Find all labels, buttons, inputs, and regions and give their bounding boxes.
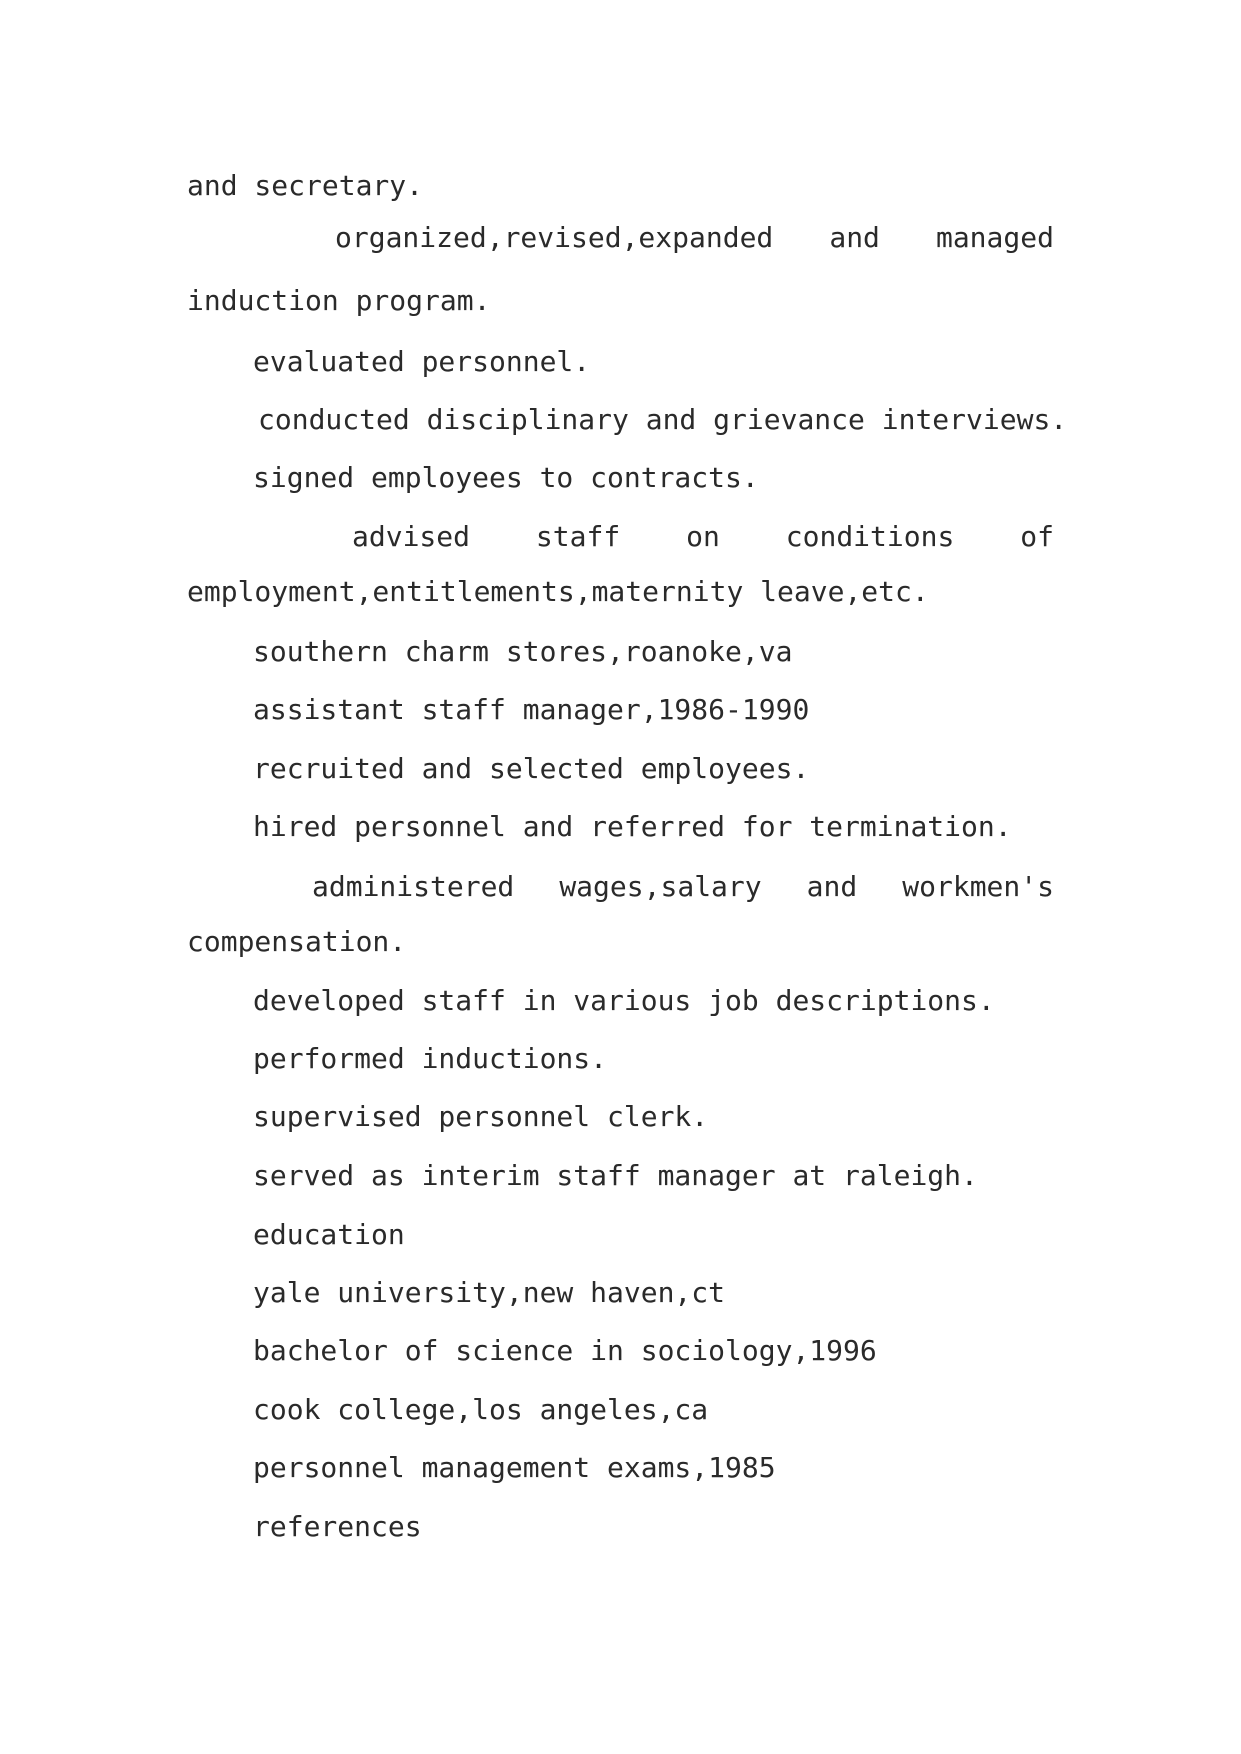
- section-heading: education: [253, 1218, 405, 1251]
- text-line: and secretary.: [187, 169, 424, 202]
- word: advised: [352, 520, 471, 553]
- text-line: cook college,los angeles,ca: [253, 1393, 709, 1426]
- word: and: [806, 870, 858, 903]
- word: organized,revised,expanded: [335, 221, 774, 254]
- word: managed: [935, 221, 1054, 254]
- text-line: personnel management exams,1985: [253, 1451, 776, 1484]
- section-heading: references: [253, 1510, 422, 1543]
- text-line: bachelor of science in sociology,1996: [253, 1334, 877, 1367]
- text-line: southern charm stores,roanoke,va: [253, 635, 793, 668]
- text-line: recruited and selected employees.: [253, 752, 810, 785]
- word: administered: [312, 870, 515, 903]
- word: on: [686, 520, 720, 553]
- word: staff: [535, 520, 621, 553]
- text-line: performed inductions.: [253, 1042, 608, 1075]
- text-line: evaluated personnel.: [253, 345, 591, 378]
- text-line: conducted disciplinary and grievance interviews.: [258, 403, 1068, 436]
- text-line: served as interim staff manager at raleigh.: [253, 1159, 978, 1192]
- text-line: induction program.: [187, 284, 491, 317]
- text-line: developed staff in various job descriptions.: [253, 984, 995, 1017]
- text-line: employment,entitlements,maternity leave,etc.: [187, 575, 929, 608]
- word: of: [1020, 520, 1054, 553]
- word: conditions: [785, 520, 955, 553]
- text-line: compensation.: [187, 925, 407, 958]
- text-line: assistant staff manager,1986-1990: [253, 693, 810, 726]
- word: wages,salary: [559, 870, 762, 903]
- justified-line: [312, 870, 1054, 904]
- text-line: supervised personnel clerk.: [253, 1100, 709, 1133]
- word: workmen's: [902, 870, 1054, 903]
- word: and: [829, 221, 880, 254]
- justified-line: [352, 520, 1054, 554]
- text-line: yale university,new haven,ct: [253, 1276, 726, 1309]
- text-line: signed employees to contracts.: [253, 461, 759, 494]
- justified-line: [335, 221, 1054, 255]
- text-line: hired personnel and referred for termination.: [253, 810, 1012, 843]
